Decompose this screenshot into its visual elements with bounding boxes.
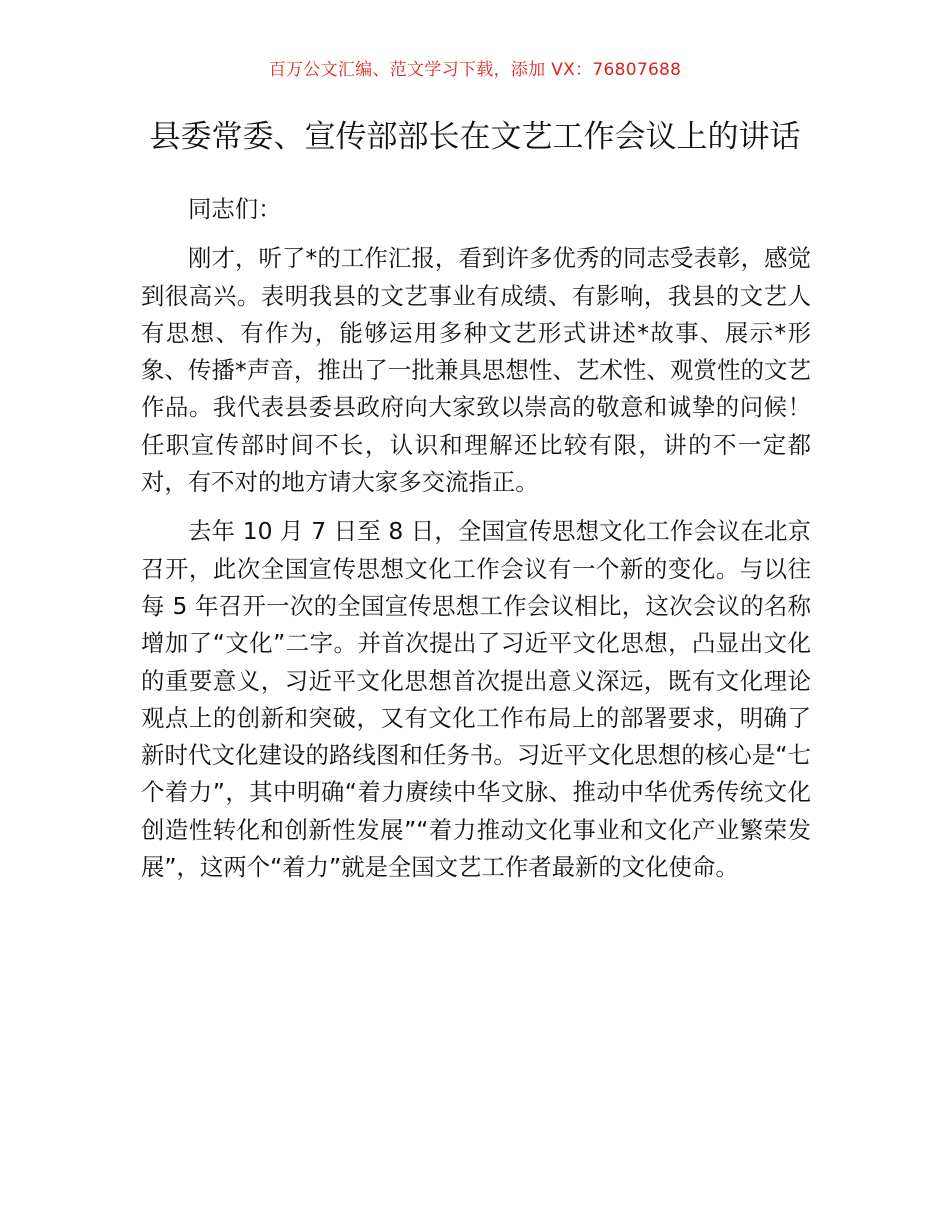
document-title: 县委常委、宣传部部长在文艺工作会议上的讲话: [149, 119, 801, 155]
document-body: [141, 191, 811, 886]
salutation: 同志们：: [188, 195, 282, 223]
paragraph: 刚才，听了*的工作汇报，看到许多优秀的同志受表彰，感觉到很高兴。表明我县的文艺事业有成绩、有影响，我县的文艺人有思想、有作为，能够运用多种文艺形式讲述*故事、展示*形象、传播*声音，推出了一批兼具思想性、艺术性、观赏性的文艺作品。我代表县委县政府向大家致以崇高的敬意和诚挚的问候！任职宣传部时间不长，认识和理解还比较有限，讲的不一定都对，有不对的地方请大家多交流指正。: [141, 244, 811, 497]
paragraph: 去年 10 月 7 日至 8 日，全国宣传思想文化工作会议在北京召开，此次全国宣传思想文化工作会议有一个新的变化。与以往每 5 年召开一次的全国宣传思想工作会议相比，这次会议的名称增加了“文化”二字。并首次提出了习近平文化思想，凸显出文化的重要意义，习近平文化思想首次提出意义深远，既有文化理论观点上的创新和突破，又有文化工作布局上的部署要求，明确了新时代文化建设的路线图和任务书。习近平文化思想的核心是“七个着力”，其中明确“着力赓续中华文脉、推动中华优秀传统文化创造性转化和创新性发展”“着力推动文化事业和文化产业繁荣发展”，这两个“着力”就是全国文艺工作者最新的文化使命。: [141, 517, 811, 882]
promo-banner: 百万公文汇编、范文学习下载，添加 VX：76807688: [268, 60, 682, 80]
